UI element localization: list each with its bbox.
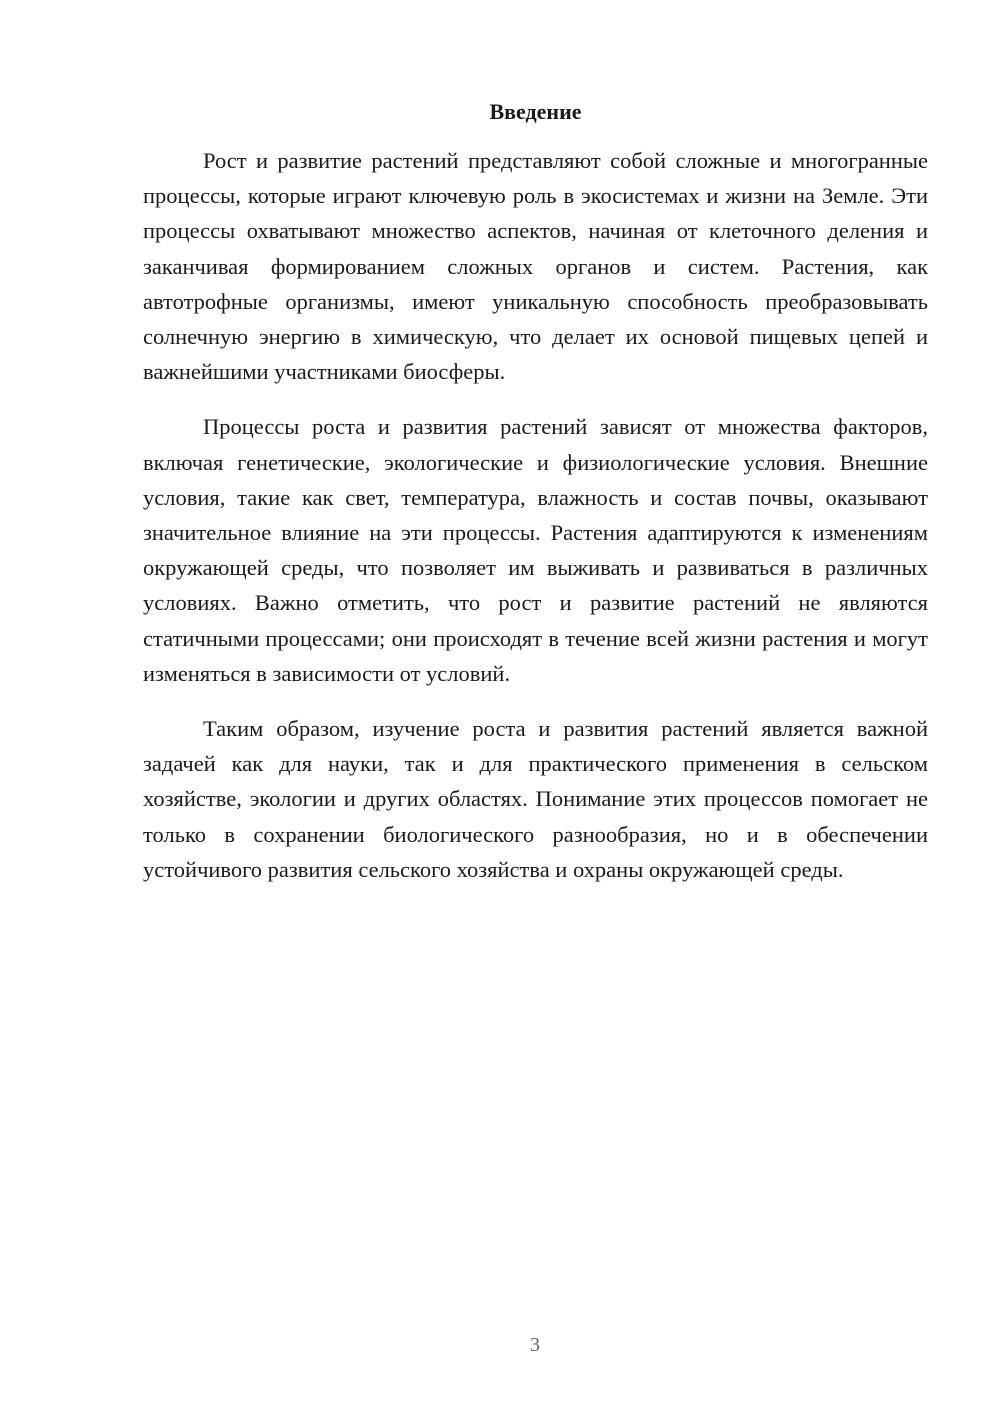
paragraph-1: Рост и развитие растений представляют собой сложные и многогранные процессы, которые играют ключевую роль в экосистемах и жизни на Земле. Эти процессы охватывают множество аспектов, начиная от клеточного деления и заканчивая формированием сложных органов и систем. Растения, как автотрофные организмы, имеют уникальную способность преобразовывать солнечную энергию в химическую, что делает их основой пищевых цепей и важнейшими участниками биосферы. <box>143 148 928 385</box>
paragraph-2: Процессы роста и развития растений зависят от множества факторов, включая генетические, экологические и физиологические условия. Внешние условия, такие как свет, температура, влажность и состав почвы, оказывают значительное влияние на эти процессы. Растения адаптируются к изменениям окружающей среды, что позволяет им выживать и развиваться в различных условиях. Важно отметить, что рост и развитие растений не являются статичными процессами; они происходят в течение всей жизни растения и могут изменяться в зависимости от условий. <box>143 414 928 686</box>
page-number: 3 <box>530 1334 540 1356</box>
paragraph-3: Таким образом, изучение роста и развития растений является важной задачей как для науки, так и для практического применения в сельском хозяйстве, экологии и других областях. Понимание этих процессов помогает не только в сохранении биологического разнообразия, но и в обеспечении устойчивого развития сельского хозяйства и охраны окружающей среды. <box>143 716 928 882</box>
body-text <box>143 143 928 907</box>
section-heading: Введение <box>489 99 582 124</box>
